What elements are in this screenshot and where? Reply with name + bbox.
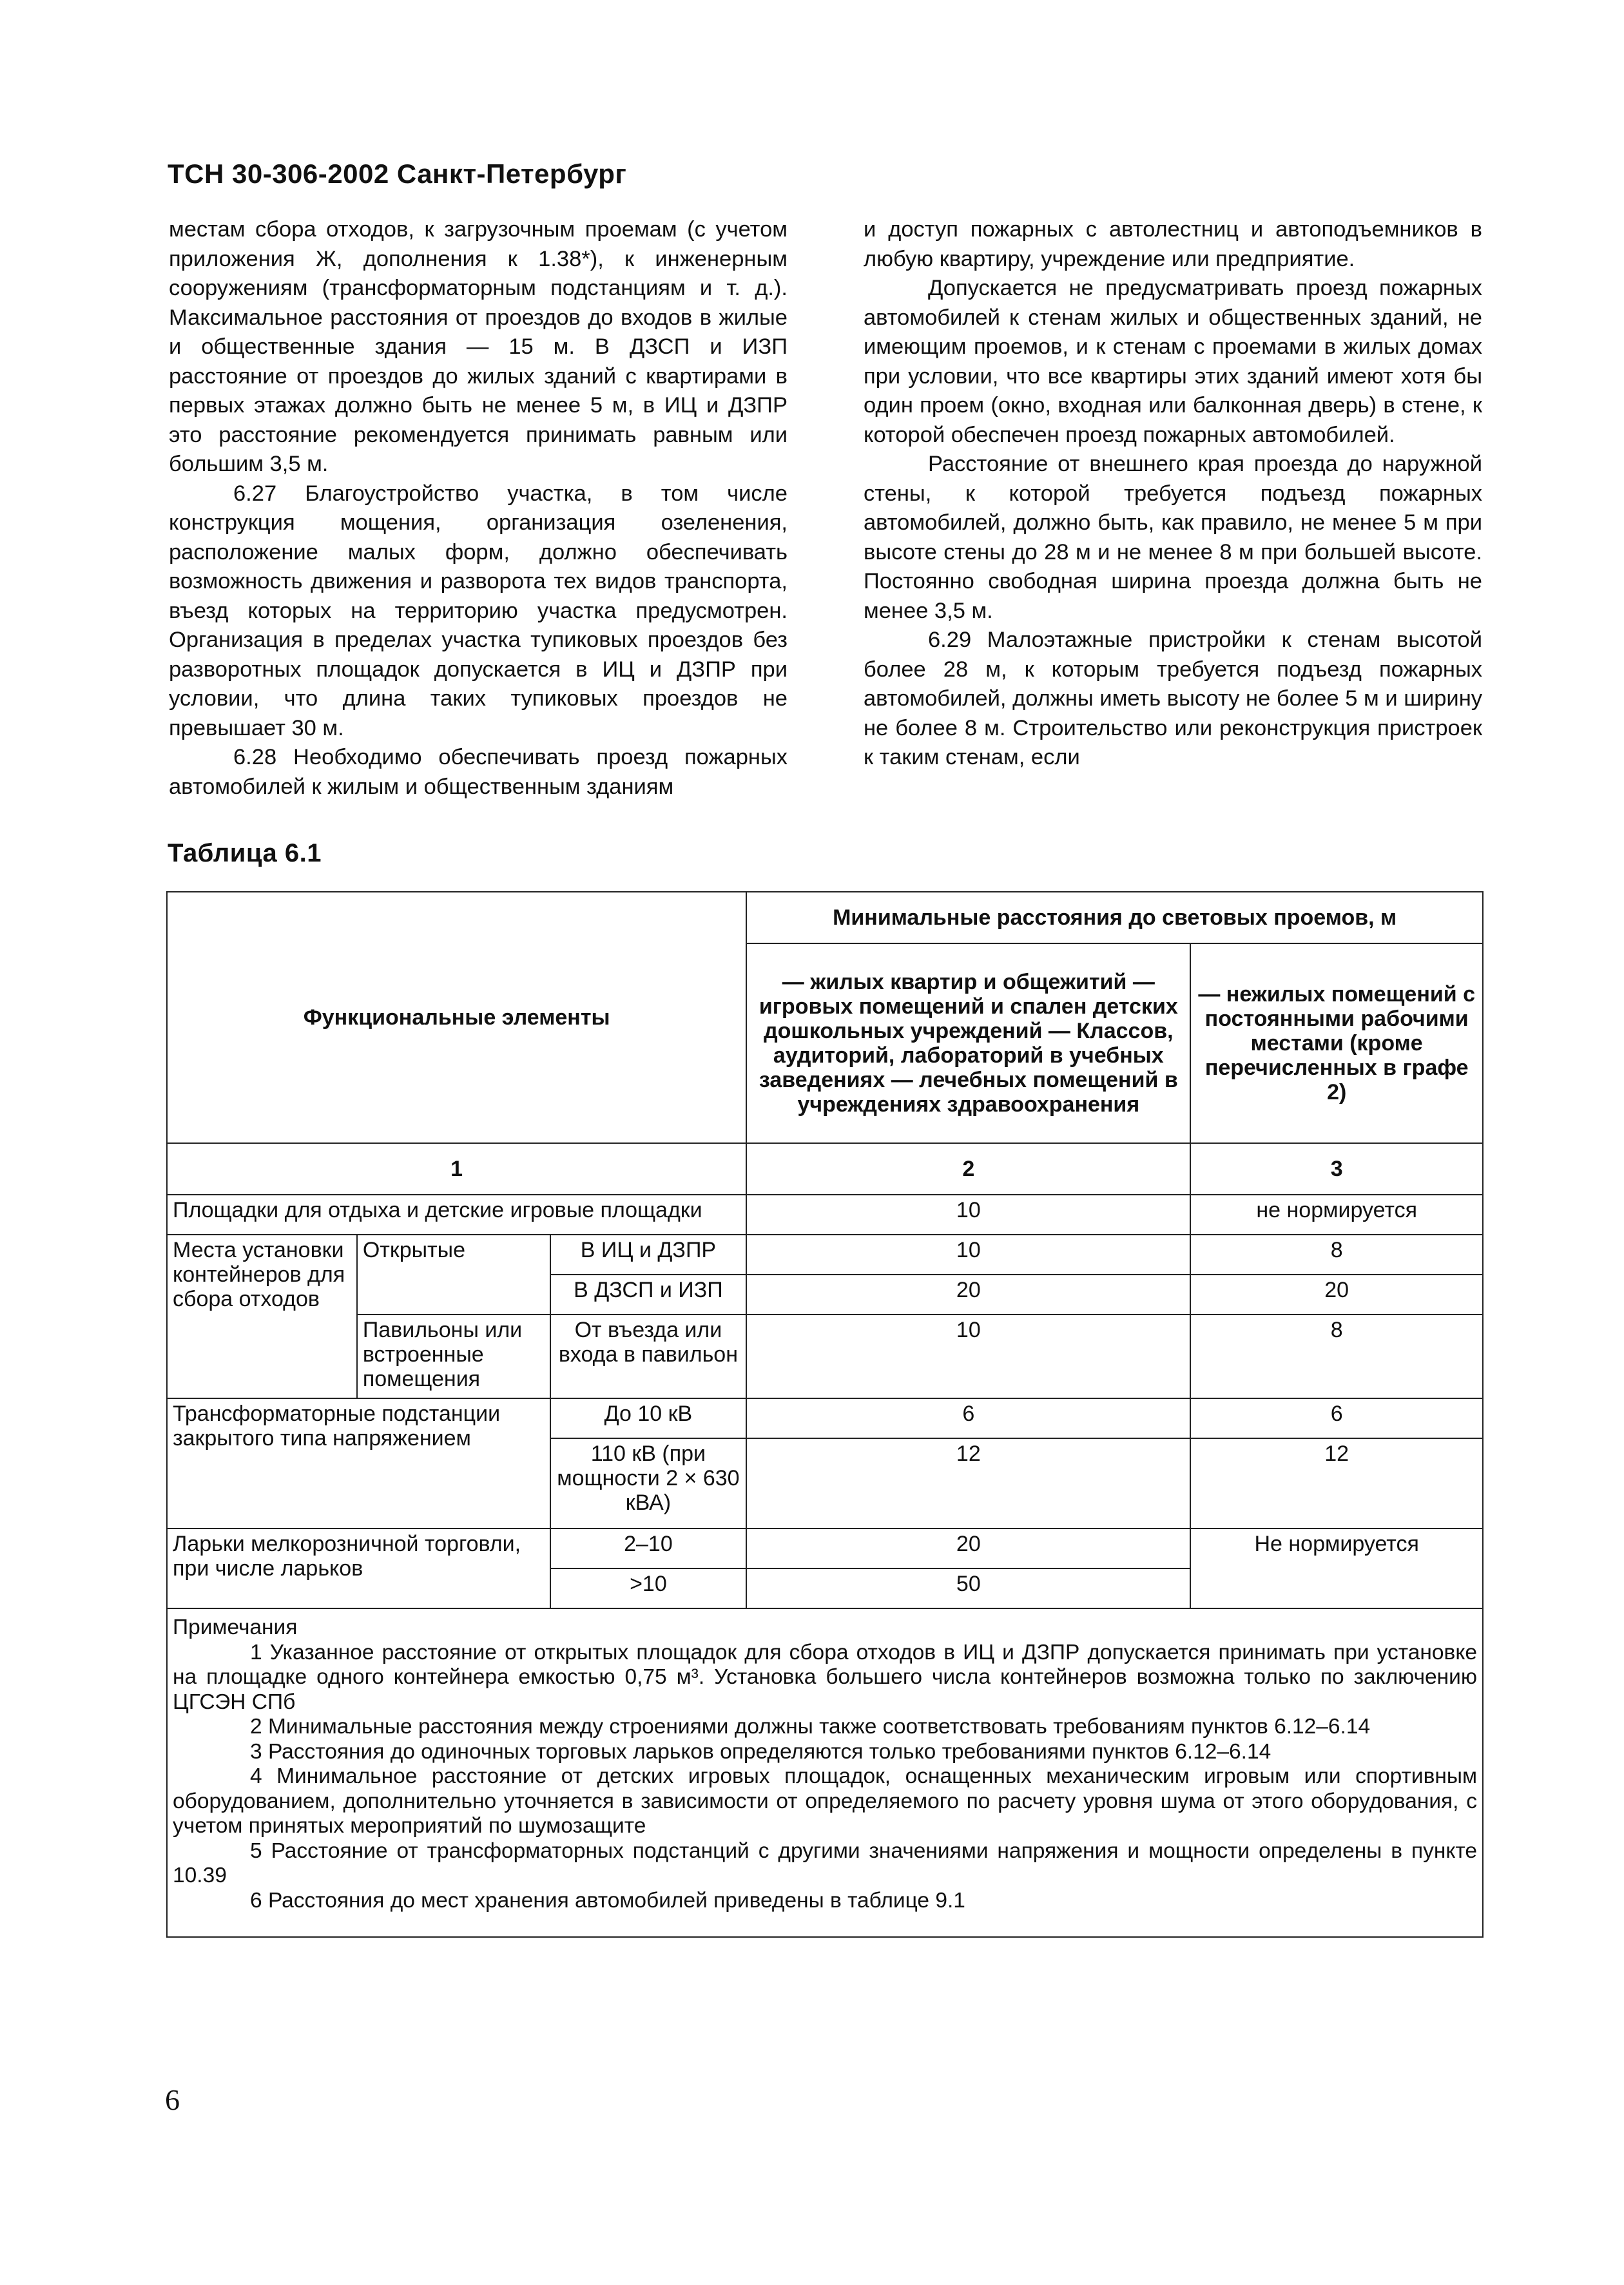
row-sublabel: Павильоны или встроенные помещения <box>357 1315 550 1398</box>
page-number: 6 <box>165 2083 180 2116</box>
row-label: Трансформаторные подстанции закрытого типа напряжением <box>167 1398 550 1528</box>
table-cell: 8 <box>1190 1235 1483 1275</box>
table-cell: >10 <box>550 1568 747 1608</box>
table-cell: 12 <box>746 1438 1190 1528</box>
table-notes <box>167 1608 1483 1937</box>
page-header: ТСН 30-306-2002 Санкт-Петербург <box>168 159 627 189</box>
table-cell: 12 <box>1190 1438 1483 1528</box>
header-col3: — нежилых помещений с постоянными рабочими местами (кроме перечисленных в графе 2) <box>1190 943 1483 1143</box>
notes-title: Примечания <box>173 1615 298 1639</box>
row-label: Площадки для отдыха и детские игровые площадки <box>167 1195 746 1235</box>
table-cell: От въезда или входа в павильон <box>550 1315 747 1398</box>
paragraph: Допускается не предусматривать проезд пожарных автомобилей к стенам жилых и общественных зданий, не имеющим проемов, и к стенам с проемами в жилых домах при условии, что все квартиры этих зданий имеют хотя бы один проем (окно, входная или балконная дверь) в стене, к которой обеспечен проезд пожарных автомобилей. <box>864 276 1482 447</box>
table-cell: 20 <box>746 1528 1190 1568</box>
note-item: 2 Минимальные расстояния между строениями должны также соответствовать требованиям пунктов 6.12–6.14 <box>250 1715 1371 1739</box>
table-cell: 10 <box>746 1315 1190 1398</box>
col-number: 1 <box>167 1143 746 1195</box>
header-functional: Функциональные элементы <box>167 892 746 1143</box>
table-cell: 2–10 <box>550 1528 747 1568</box>
table-cell: 50 <box>746 1568 1190 1608</box>
paragraph: 6.27 Благоустройство участка, в том числе конструкция мощения, организация озеленения, расположение малых форм, должно обеспечивать возможность движения и разворота тех видов транспорта, въезд которых на территорию участка предусмотрен. Организация в пределах участка тупиковых проездов без разворотных площадок допускается в ИЦ и ДЗПР при условии, что длина таких тупиковых проездов не превышает 30 м. <box>169 481 788 740</box>
row-label: Ларьки мелкорозничной торговли, при числе ларьков <box>167 1528 550 1608</box>
table-caption: Таблица 6.1 <box>168 839 322 867</box>
paragraph: 6.29 Малоэтажные пристройки к стенам высотой более 28 м, к которым требуется подъезд пожарных автомобилей, должны иметь высоту не более 5 м и ширину не более 8 м. Строительство или реконструкция пристроек к таким стенам, если <box>864 628 1482 769</box>
table-cell: Не нормируется <box>1190 1528 1483 1608</box>
note-item: 5 Расстояние от трансформаторных подстанций с другими значениями напряжения и мощности определены в пункте 10.39 <box>173 1838 1477 1887</box>
right-text-column <box>864 215 1482 773</box>
paragraph: Расстояние от внешнего края проезда до наружной стены, к которой требуется подъезд пожарных автомобилей, должно быть, как правило, не менее 5 м при высоте стены до 28 м и не менее 8 м при большей высоте. Постоянно свободная ширина проезда должна быть не менее 3,5 м. <box>864 452 1482 623</box>
table-cell: 6 <box>1190 1398 1483 1438</box>
paragraph: 6.28 Необходимо обеспечивать проезд пожарных автомобилей к жилым и общественным зданиям <box>169 745 788 799</box>
table-cell: В ДЗСП и ИЗП <box>550 1275 747 1315</box>
paragraph: и доступ пожарных с автолестниц и автоподъемников в любую квартиру, учреждение или предприятие. <box>864 217 1482 271</box>
table-cell: До 10 кВ <box>550 1398 747 1438</box>
col-number: 2 <box>746 1143 1190 1195</box>
table-cell: 20 <box>746 1275 1190 1315</box>
left-text-column <box>169 215 788 802</box>
col-number: 3 <box>1190 1143 1483 1195</box>
header-min-distance: Минимальные расстояния до световых проемов, м <box>746 892 1483 943</box>
table-cell: не нормируется <box>1190 1195 1483 1235</box>
table-cell: 10 <box>746 1235 1190 1275</box>
table-cell: В ИЦ и ДЗПР <box>550 1235 747 1275</box>
note-item: 3 Расстояния до одиночных торговых ларьков определяются только требованиями пунктов 6.12–6.14 <box>250 1739 1271 1764</box>
table-cell: 20 <box>1190 1275 1483 1315</box>
distance-table <box>166 891 1484 1938</box>
table-cell: 6 <box>746 1398 1190 1438</box>
row-sublabel: Открытые <box>357 1235 550 1315</box>
note-item: 4 Минимальное расстояние от детских игровых площадок, оснащенных механическим игровым или спортивным оборудованием, дополнительно уточняется в зависимости от определяемого по расчету уровня шума от этого оборудования, с учетом принятых мероприятий по шумозащите <box>173 1764 1477 1838</box>
table-cell: 110 кВ (при мощности 2 × 630 кВА) <box>550 1438 747 1528</box>
header-col2: — жилых квартир и общежитий — игровых помещений и спален детских дошкольных учреждений — Классов, аудиторий, лабораторий в учебных заведениях — лечебных помещений в учреждениях здравоохранения <box>746 943 1190 1143</box>
note-item: 1 Указанное расстояние от открытых площадок для сбора отходов в ИЦ и ДЗПР допускается принимать при установке на площадке одного контейнера емкостью 0,75 м³. Установка большего числа контейнеров возможна только по заключению ЦГСЭН СПб <box>173 1640 1477 1714</box>
paragraph: местам сбора отходов, к загрузочным проемам (с учетом приложения Ж, дополнения к 1.38*), к инженерным сооружениям (трансформаторным подстанциям и т. д.). Максимальное расстояния от проездов до входов в жилые и общественные здания — 15 м. В ДЗСП и ИЗП расстояние от проездов до жилых зданий с квартирами в первых этажах должно быть не менее 5 м, в ИЦ и ДЗПР это расстояние рекомендуется принимать равным или большим 3,5 м. <box>169 217 788 476</box>
row-label: Места установки контейнеров для сбора отходов <box>167 1235 357 1398</box>
table-cell: 8 <box>1190 1315 1483 1398</box>
note-item: 6 Расстояния до мест хранения автомобилей приведены в таблице 9.1 <box>250 1888 965 1913</box>
table-cell: 10 <box>746 1195 1190 1235</box>
